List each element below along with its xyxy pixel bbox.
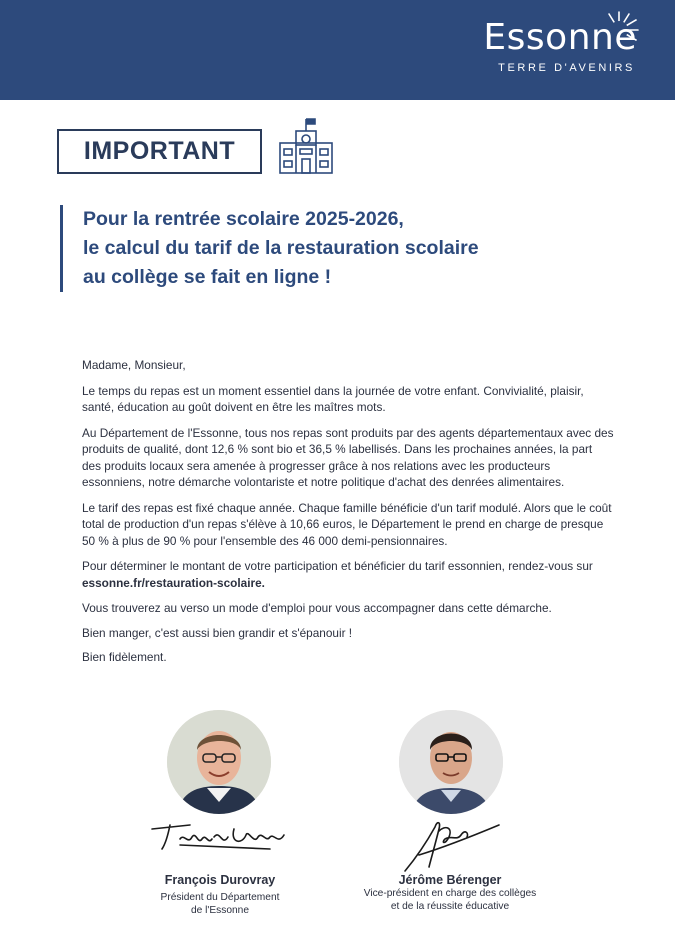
person-portrait-icon: [167, 710, 271, 814]
headline: [60, 205, 620, 292]
paragraph-1: Le temps du repas est un moment essentiel dans la journée de votre enfant. Convivialité, plaisir, santé, éducation au goût doivent en être les maîtres mots.: [82, 383, 584, 414]
paragraph-5: Vous trouverez au verso un mode d'emploi pour vous accompagner dans cette démarche.: [82, 601, 552, 615]
paragraph-2: Au Département de l'Essonne, tous nos repas sont produits par des agents départementaux avec des produits de qualité, dont 12,6 % sont bio et 36,5 % labellisés. Dans les prochaines années, la part des produits locaux sera amenée à progresser grâce à nos relations avec les producteurs essonniens, notre démarche volontariste et notre politique d'achat des denrées alimentaires.: [82, 425, 614, 489]
website-link[interactable]: essonne.fr/restauration-scolaire.: [82, 575, 265, 590]
role-line: Vice-président en charge des collèges: [363, 888, 537, 899]
person-portrait-icon: [399, 710, 503, 814]
important-badge: [57, 129, 262, 174]
signature-durovray: [150, 815, 290, 855]
closing: Bien fidèlement.: [82, 650, 167, 664]
badge-label: IMPORTANT: [83, 137, 236, 165]
signatory-role: [355, 887, 545, 913]
salutation: Madame, Monsieur,: [82, 358, 186, 372]
portrait-photo: [167, 710, 271, 814]
role-line: Président du Département: [160, 892, 280, 903]
headline-line-1: Pour la rentrée scolaire 2025-2026,: [83, 208, 404, 230]
signatory-name: François Durovray: [164, 873, 276, 887]
paragraph-4: [82, 558, 614, 591]
role-line: et de la réussite éducative: [390, 901, 510, 912]
brand-tagline: TERRE D'AVENIRS: [498, 62, 635, 74]
role-line: de l'Essonne: [190, 905, 250, 916]
letter-body: [82, 357, 614, 675]
signatory-name: Jérôme Bérenger: [398, 873, 502, 887]
brand-name: Essonne: [483, 17, 637, 58]
paragraph-4-text: Pour déterminer le montant de votre participation et bénéficier du tarif essonnien, rendez-vous sur: [82, 559, 593, 573]
header-banner: [0, 0, 675, 100]
school-icon: [278, 117, 334, 175]
portrait-photo: [399, 710, 503, 814]
headline-line-2: le calcul du tarif de la restauration scolaire: [83, 237, 479, 259]
paragraph-3: Le tarif des repas est fixé chaque année. Chaque famille bénéficie d'un tarif modulé. Alors que le coût total de production d'un repas s'élève à 10,66 euros, le Département le prend en charge de presque 50 % à plus de 90 % pour l'ensemble des 46 000 demi-pensionnaires.: [82, 500, 612, 548]
paragraph-6: Bien manger, c'est aussi bien grandir et s'épanouir !: [82, 625, 353, 640]
signature-berenger: [395, 815, 505, 875]
headline-line-3: au collège se fait en ligne !: [83, 266, 332, 288]
brand-logo: [483, 17, 637, 74]
signatory-role: [150, 891, 290, 917]
